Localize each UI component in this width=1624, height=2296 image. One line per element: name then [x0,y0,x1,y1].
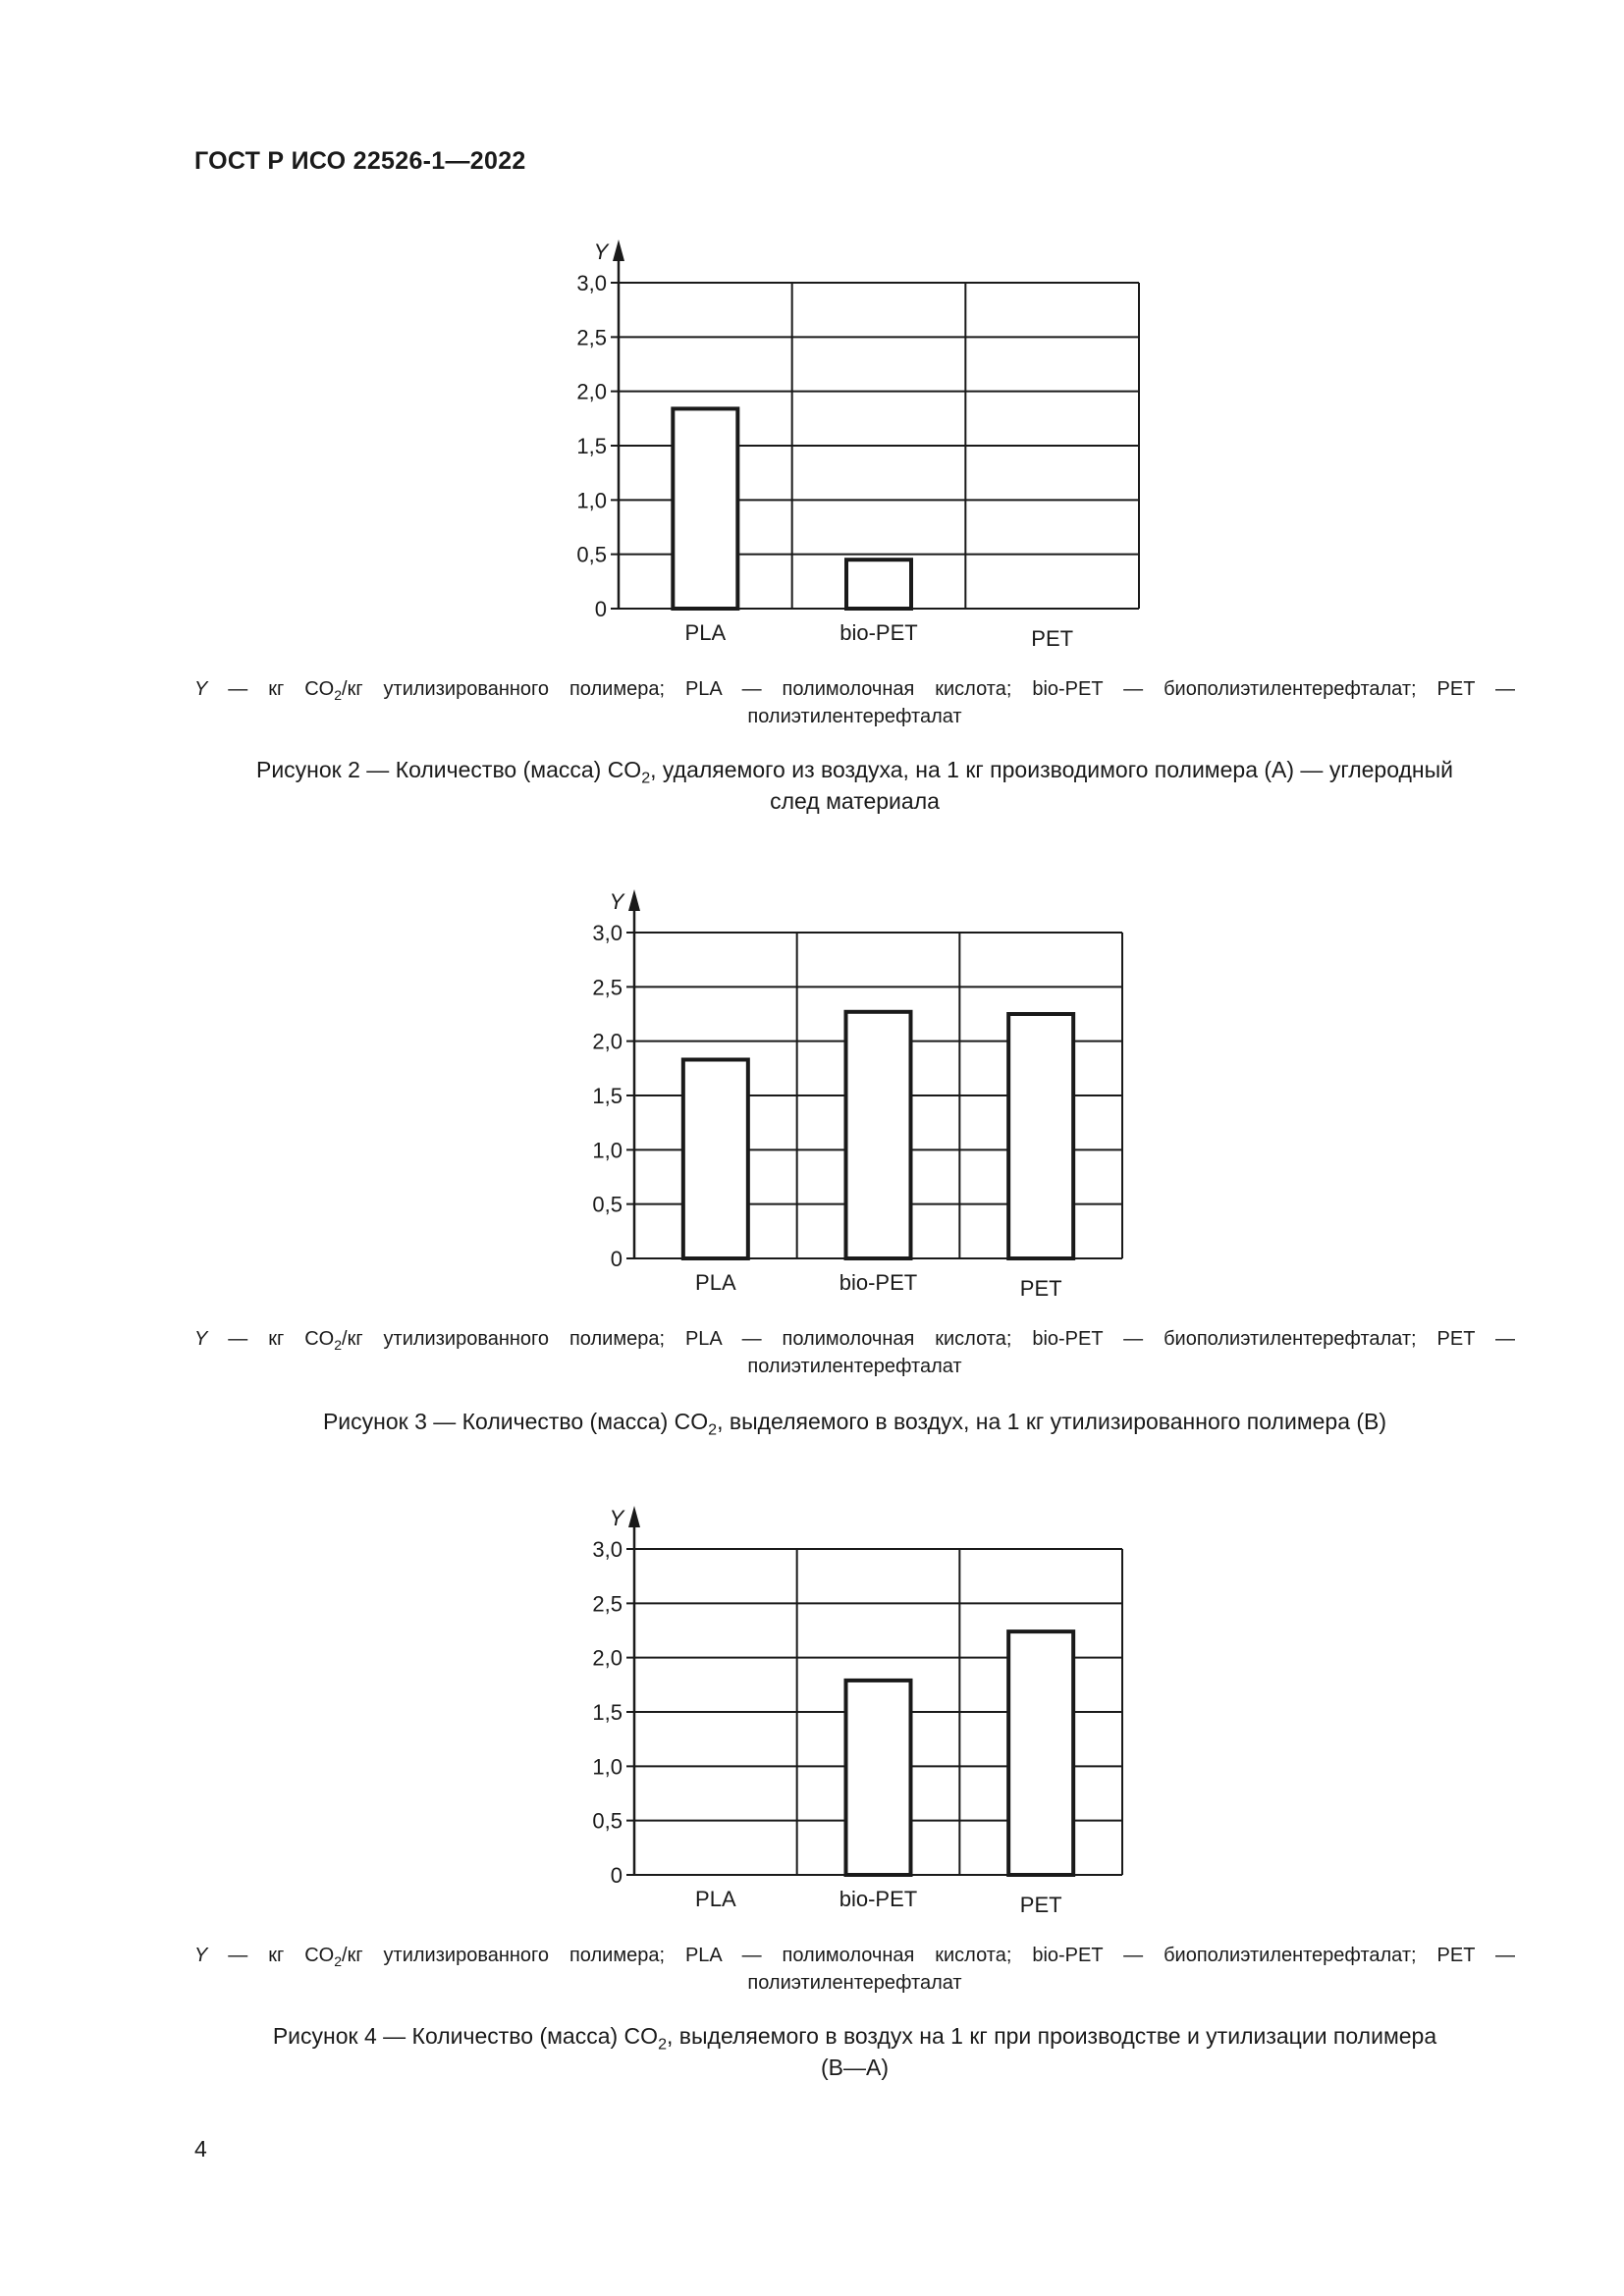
document-header: ГОСТ Р ИСО 22526-1—2022 [194,147,526,175]
caption-subscript: 2 [658,2035,668,2054]
caption-subscript: 2 [641,769,651,787]
y-tick-label: 3,0 [576,271,607,295]
caption-text: , выделяемого в воздух на 1 кг при производстве и утилизации полимера [667,2023,1437,2049]
chart-legend-figure-3 [194,1325,1515,1380]
x-tick-label: bio-PET [839,1270,918,1295]
caption-text: Рисунок 3 — Количество (масса) CO [322,1409,709,1434]
y-tick-label: 1,5 [576,434,607,458]
y-tick-label: 3,0 [592,1537,623,1562]
bar-pla [673,408,737,609]
y-axis-label: Y [609,889,624,914]
x-tick-label: PET [1031,626,1074,651]
bar-pet [1008,1631,1073,1875]
bar-bio-pet [846,1681,911,1875]
legend-subscript: 2 [334,1336,343,1353]
y-axis-label: Y [609,1506,624,1530]
legend-line2: полиэтилентерефталат [747,1972,962,1994]
legend-y-symbol: Y [194,1328,208,1350]
y-tick-label: 1,0 [592,1754,623,1780]
y-tick-label: 1,5 [592,1700,623,1725]
x-tick-label: PET [1019,1893,1062,1917]
y-tick-label: 1,0 [576,488,607,513]
caption-text: след материала [770,788,940,814]
y-tick-label: 1,5 [592,1084,623,1108]
x-tick-label: PLA [695,1270,736,1295]
y-axis-label: Y [593,240,609,264]
y-tick-label: 0 [594,597,607,621]
figure-4-caption [194,2020,1515,2083]
y-tick-label: 2,5 [576,325,607,350]
legend-text: — кг CO [207,678,335,700]
x-tick-label: PET [1019,1276,1062,1301]
legend-text: — кг CO [207,1328,335,1350]
y-axis-arrow-icon [613,240,624,261]
y-tick-label: 2,5 [592,1591,623,1617]
y-axis-arrow-icon [628,1506,640,1527]
chart-legend-figure-2 [194,675,1515,730]
chart-legend-figure-4 [194,1942,1515,1997]
y-tick-label: 0 [610,1247,623,1271]
bar-bio-pet [846,560,911,609]
legend-line2: полиэтилентерефталат [747,706,962,727]
figure-2-caption [194,754,1515,817]
caption-text: (B—A) [821,2055,889,2080]
bar-pla [683,1059,748,1258]
y-tick-label: 2,0 [576,379,607,404]
caption-text: Рисунок 2 — Количество (масса) CO [255,757,642,782]
bar-pet [1008,1014,1073,1258]
y-tick-label: 0 [610,1863,623,1888]
y-tick-label: 0,5 [592,1808,623,1834]
y-axis-arrow-icon [628,889,640,911]
legend-text: — кг CO [207,1945,335,1966]
y-tick-label: 2,0 [592,1645,623,1671]
y-tick-label: 2,5 [592,975,623,1000]
bar-bio-pet [846,1012,911,1258]
figure-3-caption [194,1406,1515,1437]
legend-subscript: 2 [334,1952,343,1969]
legend-text: /кг утилизированного полимера; PLA — полимолочная кислота; bio-PET — биополиэтилентерефталат; PET — [342,1328,1515,1350]
x-tick-label: bio-PET [839,620,918,645]
x-tick-label: PLA [695,1887,736,1911]
legend-line2: полиэтилентерефталат [747,1356,962,1377]
legend-text: /кг утилизированного полимера; PLA — полимолочная кислота; bio-PET — биополиэтилентерефталат; PET — [342,1945,1515,1966]
caption-subscript: 2 [708,1420,718,1439]
x-tick-label: PLA [684,620,727,645]
y-tick-label: 3,0 [592,921,623,945]
legend-y-symbol: Y [194,1945,208,1966]
y-tick-label: 0,5 [576,542,607,567]
caption-text: , выделяемого в воздух, на 1 кг утилизированного полимера (B) [717,1409,1387,1434]
y-tick-label: 2,0 [592,1029,623,1054]
bar-chart-figure-2 [0,216,1624,667]
x-tick-label: bio-PET [839,1887,918,1911]
bar-chart-figure-3 [0,866,1624,1317]
page-number: 4 [194,2136,207,2162]
legend-subscript: 2 [334,686,343,703]
caption-text: , удаляемого из воздуха, на 1 кг производимого полимера (A) — углеродный [650,757,1453,782]
legend-y-symbol: Y [194,678,208,700]
legend-text: /кг утилизированного полимера; PLA — полимолочная кислота; bio-PET — биополиэтилентерефталат; PET — [342,678,1515,700]
bar-chart-figure-4 [0,1482,1624,1934]
y-tick-label: 0,5 [592,1192,623,1217]
caption-text: Рисунок 4 — Количество (масса) CO [272,2023,659,2049]
y-tick-label: 1,0 [592,1138,623,1163]
